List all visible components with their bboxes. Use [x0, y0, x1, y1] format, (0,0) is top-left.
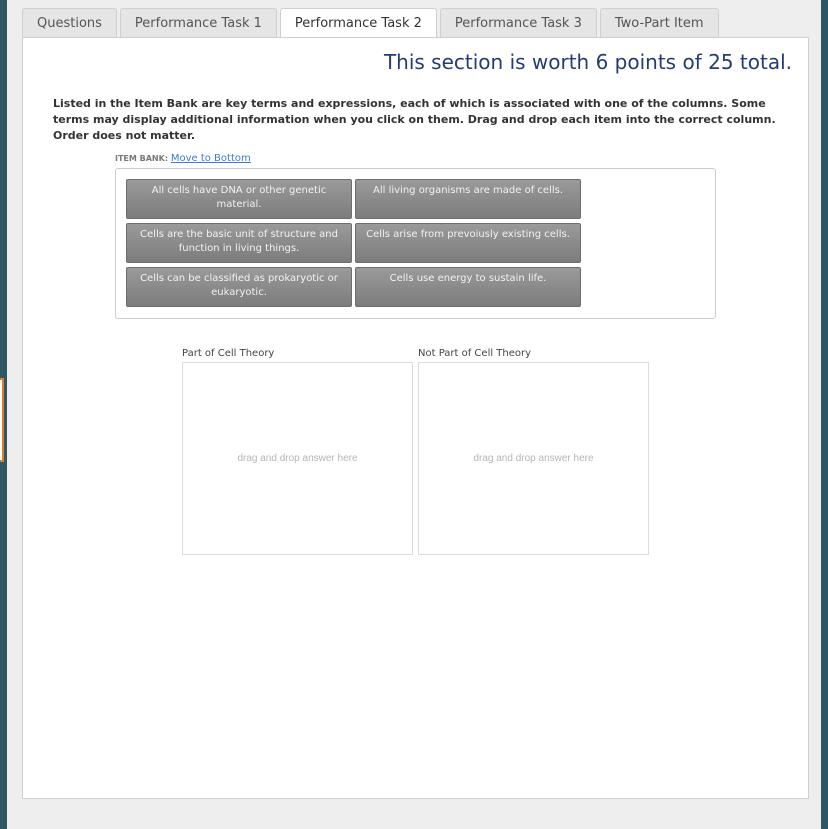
draggable-item[interactable]: All living organisms are made of cells.	[355, 179, 581, 219]
item-bank-label: ITEM BANK:	[115, 154, 169, 163]
draggable-item[interactable]: Cells arise from prevoiusly existing cells.	[355, 223, 581, 263]
dropzone-placeholder: drag and drop answer here	[473, 453, 594, 464]
draggable-item[interactable]: Cells use energy to sustain life.	[355, 267, 581, 307]
dropzone-placeholder: drag and drop answer here	[237, 453, 358, 464]
dropzone-part-of-cell-theory[interactable]	[182, 362, 413, 555]
window-right-border	[821, 0, 828, 829]
tab-questions[interactable]: Questions	[22, 8, 117, 38]
column-label-not-part-of-cell-theory: Not Part of Cell Theory	[418, 348, 532, 359]
side-handle[interactable]	[0, 378, 4, 462]
section-worth-heading: This section is worth 6 points of 25 total.	[383, 50, 792, 74]
move-to-bottom-link[interactable]: Move to Bottom	[170, 153, 251, 164]
draggable-item[interactable]: All cells have DNA or other genetic material.	[126, 179, 352, 219]
item-bank	[115, 168, 716, 319]
instructions-text: Listed in the Item Bank are key terms and expressions, each of which is associated with one of the columns. Some terms may display additional information when you click on them. Drag and drop each item into the correct column. Order does not matter.	[53, 97, 776, 142]
dropzone-not-part-of-cell-theory[interactable]	[418, 362, 649, 555]
tab-performance-task-3[interactable]: Performance Task 3	[440, 8, 597, 38]
tab-two-part-item[interactable]: Two-Part Item	[600, 8, 719, 38]
task-panel	[22, 37, 809, 799]
tab-performance-task-2[interactable]: Performance Task 2	[280, 8, 437, 38]
draggable-item[interactable]: Cells can be classified as prokaryotic or eukaryotic.	[126, 267, 352, 307]
tab-bar	[22, 8, 719, 38]
draggable-item[interactable]: Cells are the basic unit of structure and function in living things.	[126, 223, 352, 263]
tab-performance-task-1[interactable]: Performance Task 1	[120, 8, 277, 38]
item-bank-header	[115, 153, 251, 164]
column-label-part-of-cell-theory: Part of Cell Theory	[182, 348, 275, 359]
